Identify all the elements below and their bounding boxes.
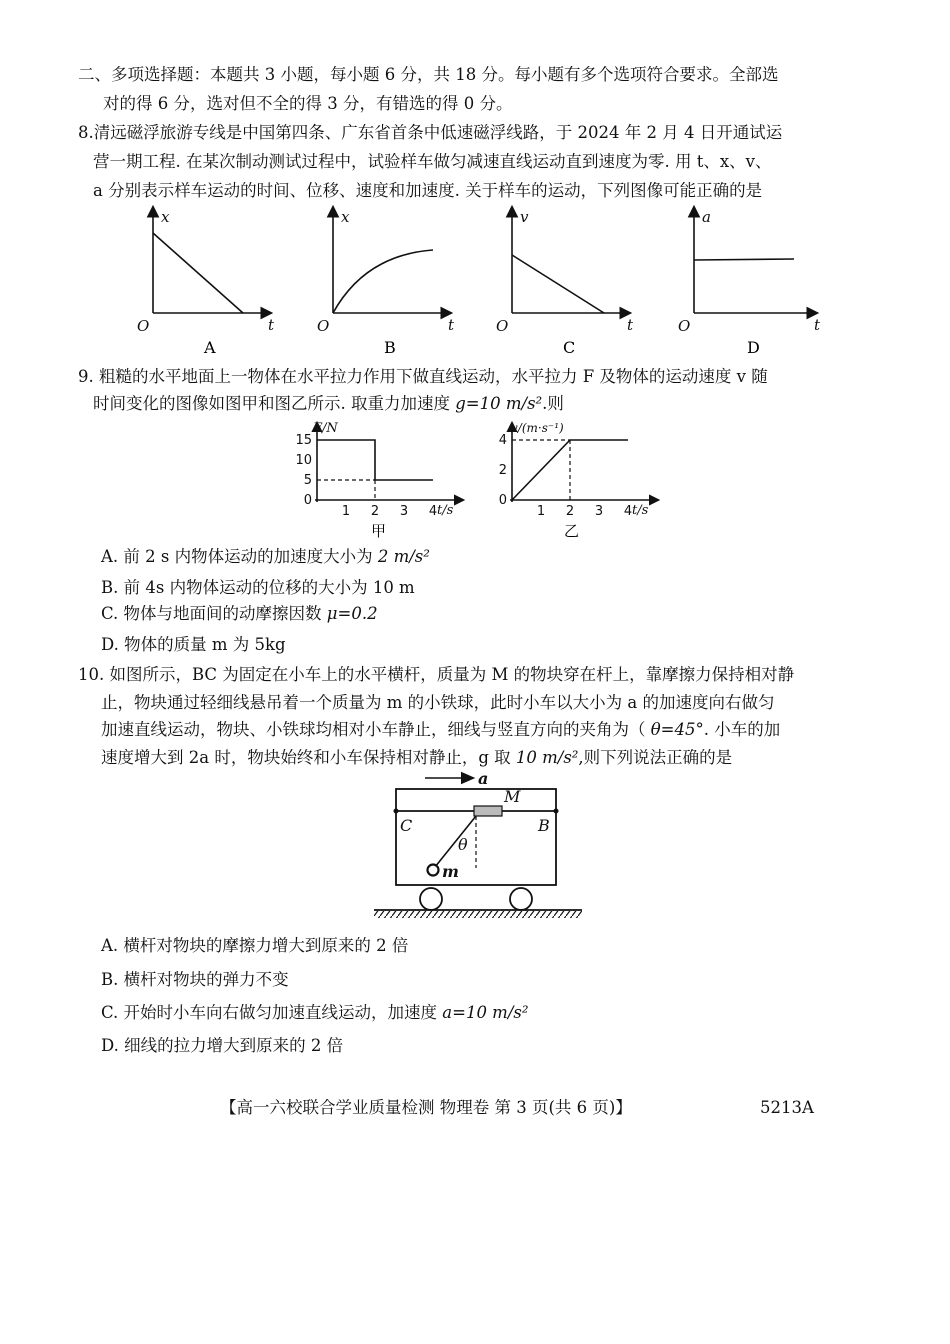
y-axis-label: v [520,208,529,226]
q9-stem-text: 时间变化的图像如图甲和图乙所示. 取重力加速度 [93,394,456,413]
option-text: A. 前 2 s 内物体运动的加速度大小为 [101,547,378,566]
label-b: B [538,816,550,835]
origin-label: O [496,317,509,335]
x-axis-label: t/s [632,503,649,518]
gravity-formula: 10 m/s² [515,748,579,767]
y-tick-label: 0 [303,493,312,508]
wheel-left [420,888,442,910]
chart-caption: 甲 [371,522,387,540]
q8-stem-line-1: 8.清远磁浮旅游专线是中国第四条、广东省首条中低速磁浮线路，于 2024 年 2 月 4 日开通试运 [78,123,783,142]
stem-text: 加速直线运动，物块、小铁球均相对小车静止，细线与竖直方向的夹角为（ [101,720,651,739]
x-axis-label: t/s [437,503,454,518]
angle-theta-label: θ [458,835,468,854]
origin-label: O [137,317,150,335]
ground-hatching [374,911,582,918]
block-m [474,806,502,816]
q8-graph-d [666,200,831,358]
thin-string [435,816,476,867]
option-formula: 2 m/s² [377,547,430,566]
q10-option-b: B. 横杆对物块的弹力不变 [101,970,289,989]
v-t-line [512,255,604,313]
y-axis-label: a [702,208,711,226]
y-tick-label: 2 [498,463,507,478]
point-b-dot [554,809,559,814]
wheel-right [510,888,532,910]
q10-cart-diagram [368,764,588,926]
y-tick-label: 0 [498,493,507,508]
a-t-line [694,259,794,260]
x-axis-label: t [448,316,455,334]
x-tick-label: 2 [565,504,575,519]
stem-text: . 小车的加 [703,720,781,739]
option-letter: C [563,338,576,357]
y-tick-label: 15 [295,433,312,448]
q10-option-c [101,1002,528,1024]
stem-text: 速度增大到 2a 时，物块始终和小车保持相对静止，g 取 [101,748,516,767]
label-big-m: M [504,787,521,806]
y-tick-label: 4 [498,433,507,448]
option-formula: a=10 m/s² [442,1003,529,1022]
origin-label: O [317,317,330,335]
x-tick-label: 1 [341,504,351,519]
y-tick-label: 10 [295,453,312,468]
origin-label: O [678,317,691,335]
q9-option-c [101,603,378,625]
q8-graph-b [305,200,465,358]
q9-stem-end: .则 [542,394,564,413]
q9-option-d: D. 物体的质量 m 为 5kg [101,635,286,654]
x-tick-label: 3 [399,504,409,519]
y-tick-label: 5 [303,473,312,488]
option-letter: A [204,338,216,357]
q8-stem-line-2: 营一期工程. 在某次制动测试过程中，试验样车做匀减速直线运动直到速度为零. 用 t、x、v、 [93,152,772,171]
option-text: C. 开始时小车向右做匀加速直线运动，加速度 [101,1003,443,1022]
x-tick-label: 1 [536,504,546,519]
x-t-curve [333,250,433,313]
q10-stem-line-2: 止，物块通过轻细线悬吊着一个质量为 m 的小铁球，此时小车以大小为 a 的加速度向右做匀 [101,693,775,712]
q10-option-a: A. 横杆对物块的摩擦力增大到原来的 2 倍 [101,936,409,955]
q9-chart-jia [285,418,470,543]
iron-ball [428,865,439,876]
q8-stem-line-3: a 分别表示样车运动的时间、位移、速度和加速度. 关于样车的运动，下列图像可能正确的是 [93,181,763,200]
paper-code: 5213A [760,1098,814,1117]
acceleration-label: a [478,769,489,788]
y-axis-label: x [341,208,350,226]
x-tick-label: 4 [428,504,438,519]
x-tick-label: 2 [370,504,380,519]
x-axis-label: t [814,316,821,334]
angle-formula: θ=45° [650,720,704,739]
q9-chart-yi [480,418,665,543]
y-axis-label: F/N [313,421,338,436]
x-axis-label: t [627,316,634,334]
q10-stem-line-3 [101,719,780,741]
page-footer: 【高一六校联合学业质量检测 物理卷 第 3 页(共 6 页)】 [220,1098,632,1117]
y-axis-label: x [161,208,170,226]
q9-option-b: B. 前 4s 内物体运动的位移的大小为 10 m [101,578,415,597]
y-axis-label: v/(m·s⁻¹) [511,421,564,435]
label-c: C [400,816,413,835]
option-formula: μ=0.2 [326,604,378,623]
x-axis-label: t [268,316,275,334]
q9-option-a [101,546,430,568]
x-t-line [153,233,243,313]
q8-graph-c [484,200,644,358]
stem-text: ,则下列说法正确的是 [578,748,733,767]
q10-stem-line-1: 10. 如图所示，BC 为固定在小车上的水平横杆，质量为 M 的物块穿在杆上，靠摩擦力保持相对静 [78,665,795,684]
force-series-line [317,440,433,480]
section-heading-line-2: 对的得 6 分，选对但不全的得 3 分，有错选的得 0 分。 [103,94,513,113]
x-tick-label: 3 [594,504,604,519]
label-small-m: m [442,862,459,881]
q9-stem-line-2 [93,393,564,415]
point-c-dot [394,809,399,814]
q9-gravity-formula: g=10 m/s² [455,394,543,413]
option-text: C. 物体与地面间的动摩擦因数 [101,604,327,623]
option-letter: B [384,338,396,357]
section-heading-line-1: 二、多项选择题：本题共 3 小题，每小题 6 分，共 18 分。每小题有多个选项符合要求。全部选 [78,65,779,84]
chart-caption: 乙 [564,522,580,540]
x-tick-label: 4 [623,504,633,519]
q9-stem-line-1: 9. 粗糙的水平地面上一物体在水平拉力作用下做直线运动，水平拉力 F 及物体的运动速度 v 随 [78,367,768,386]
q8-graph-a [125,200,285,358]
option-letter: D [747,338,760,357]
q10-option-d: D. 细线的拉力增大到原来的 2 倍 [101,1036,344,1055]
